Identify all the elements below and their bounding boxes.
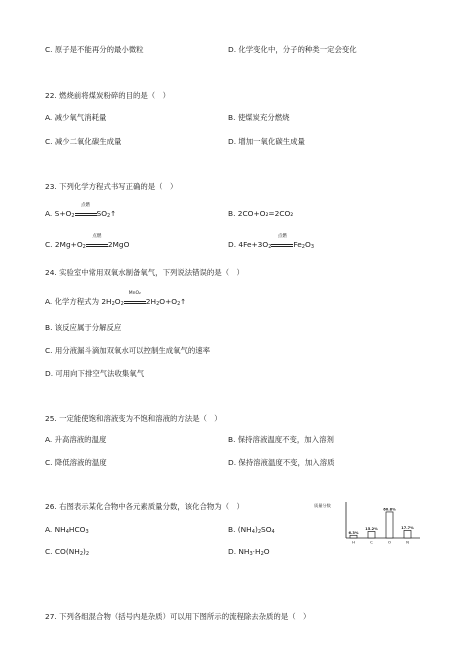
- q24-option-b: B. 该反应属于分解反应: [45, 323, 122, 332]
- bar-H: [350, 535, 357, 538]
- q26-option-a: A. $NH_4HCO_3$: [45, 525, 89, 535]
- q22-option-c: C. 减少二氧化碳生成量: [45, 137, 122, 146]
- reaction-condition-mark: MnO₂: [124, 297, 146, 304]
- q26-option-b: B. $(NH_4)_2SO_4$: [228, 525, 275, 535]
- element-mass-fraction-chart: [314, 498, 424, 546]
- gas-arrow-icon: ↑: [110, 210, 117, 219]
- q25-option-c: C. 降低溶液的温度: [45, 458, 107, 467]
- bar-C: [368, 531, 375, 538]
- reaction-condition-mark: 点燃: [86, 240, 108, 247]
- q24-option-c: C. 用分液漏斗滴加双氧水可以控制生成氧气的速率: [45, 346, 211, 355]
- q25-option-d: D. 保持溶液温度不变，加入溶质: [228, 458, 335, 467]
- q22-stem: 22. 燃烧前将煤炭粉碎的目的是（ ）: [45, 91, 170, 100]
- gas-arrow-icon: ↑: [180, 298, 187, 307]
- bar-value-label: 60.8%: [383, 507, 396, 512]
- category-label: C: [370, 539, 373, 545]
- bar-value-label: 17.7%: [401, 525, 414, 530]
- bar-N: [404, 530, 411, 538]
- q26-option-d: D. $NH_3\cdot H_2O$: [228, 547, 270, 557]
- q22-option-d: D. 增加一氧化碳生成量: [228, 137, 305, 146]
- q22-option-a: A. 减少氧气消耗量: [45, 113, 107, 122]
- q23-option-a: A. $S+O_2$ 点燃 $SO_2↑$: [45, 203, 117, 220]
- q23-option-c: C. $2Mg+O_2$ 点燃 2MgO: [45, 234, 130, 251]
- q21-option-c: C. 原子是不能再分的最小微粒: [45, 45, 144, 54]
- bar-value-label: 15.2%: [365, 526, 378, 531]
- q25-option-b: B. 保持溶液温度不变，加入溶剂: [228, 435, 334, 444]
- bar-O: [386, 512, 393, 538]
- bar-value-label: 6.3%: [348, 530, 359, 535]
- reaction-condition-mark: 点燃: [75, 209, 97, 216]
- q23-option-b: B. 2CO+O₂=2CO₂: [228, 209, 294, 218]
- q24-option-a: A. 化学方程式为 $2H_2O_2$ MnO₂ $2H_2O+O_2↑$: [45, 291, 187, 308]
- q27-stem: 27. 下列各组混合物（括号内是杂质）可以用下图所示的流程除去杂质的是（ ）: [45, 612, 311, 621]
- q24-option-d: D. 可用向下排空气法收集氧气: [45, 369, 145, 378]
- q23-option-d: D. $4Fe+3O_2$ 点燃 $Fe_2O_3$: [228, 234, 314, 251]
- q22-option-b: B. 使煤炭充分燃烧: [228, 113, 290, 122]
- chart-y-label: 质量分数: [314, 503, 331, 508]
- category-label: O: [388, 539, 391, 545]
- q25-option-a: A. 升高溶液的温度: [45, 435, 107, 444]
- reaction-condition-mark: 点燃: [271, 240, 293, 247]
- q21-option-d: D. 化学变化中，分子的种类一定会变化: [228, 45, 357, 54]
- q26-option-c: C. $CO(NH_2)_2$: [45, 547, 90, 557]
- q23-stem: 23. 下列化学方程式书写正确的是（ ）: [45, 182, 178, 191]
- q24-stem: 24. 实验室中常用双氧水制备氧气，下列说法错误的是（ ）: [45, 268, 244, 277]
- q26-stem: 26. 右图表示某化合物中各元素质量分数，该化合物为（ ）: [45, 502, 244, 511]
- q25-stem: 25. 一定能使饱和溶液变为不饱和溶液的方法是（ ）: [45, 414, 222, 423]
- category-label: N: [406, 539, 409, 545]
- category-label: H: [352, 539, 355, 545]
